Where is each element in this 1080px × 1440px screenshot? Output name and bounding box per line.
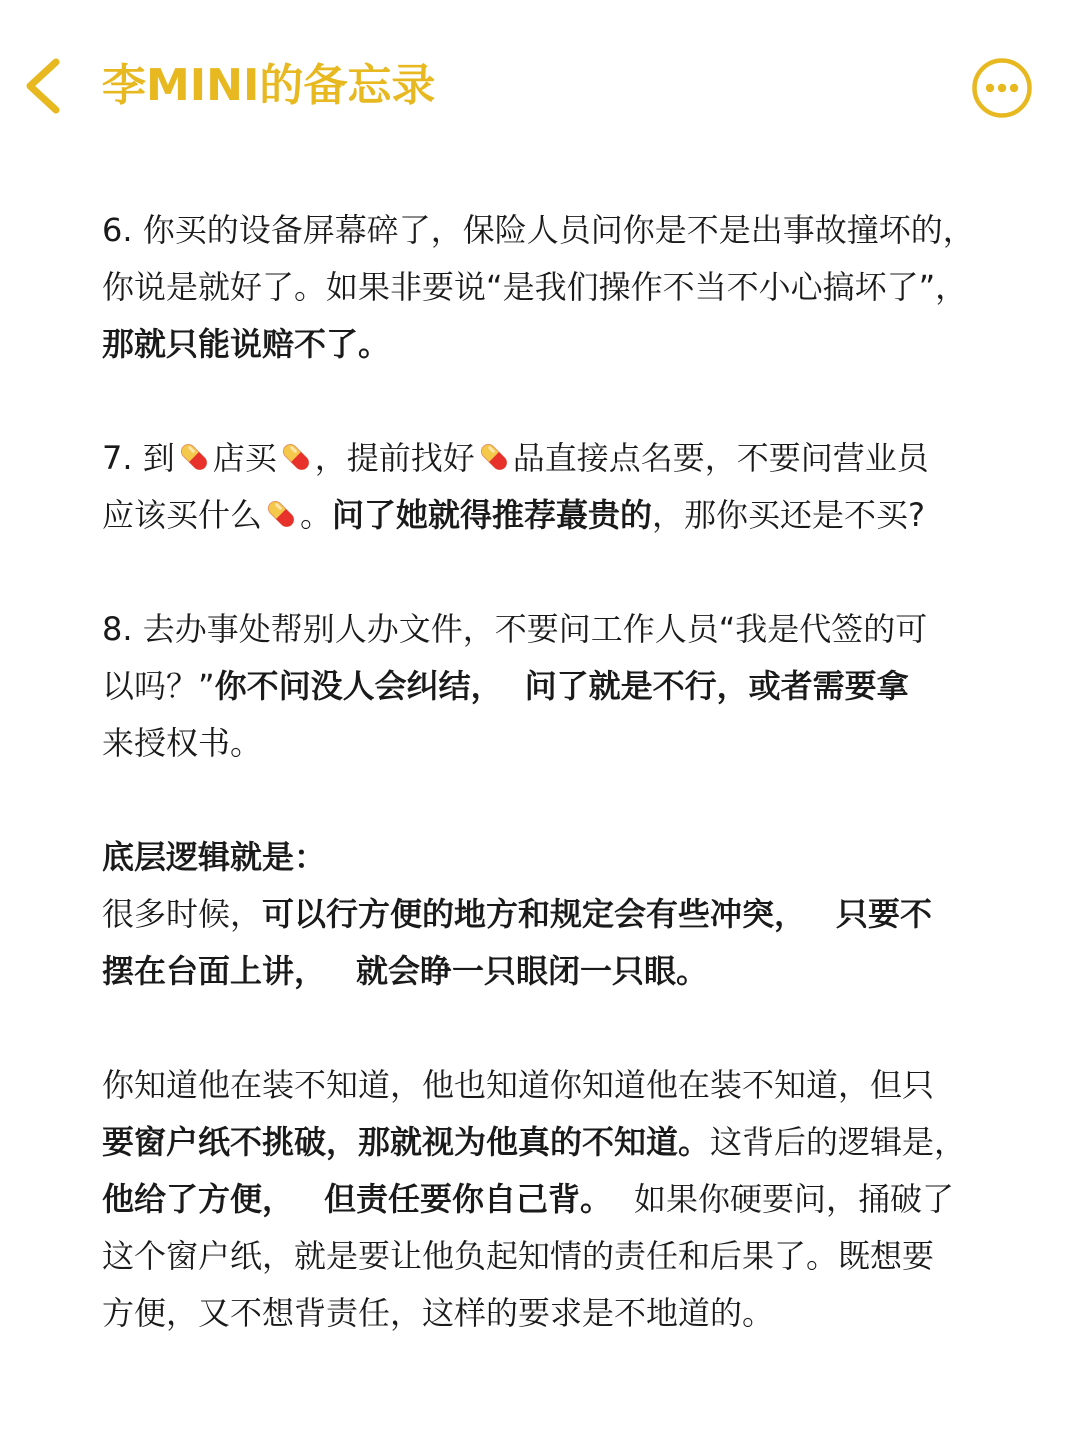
text-line: 6. 你买的设备屏幕碎了，保险人员问你是不是出事故撞坏的，: [102, 211, 975, 249]
text-span: 这背后的逻辑是，: [710, 1123, 967, 1161]
ellipsis-circle-icon: [970, 56, 1034, 120]
text-span-bold: 就会睁一只眼闭一只眼。: [356, 952, 709, 990]
text-line: [102, 487, 982, 544]
text-line: [102, 886, 982, 943]
text-span-bold: 你不问没人会纠结，: [214, 667, 503, 705]
text-span: 如果你硬要问，捅破了: [634, 1180, 955, 1218]
text-line: 来授权书。: [102, 724, 263, 762]
text-span: 以吗？”: [102, 667, 215, 705]
text-span: 品直接点名要，不要问营业员: [512, 439, 929, 477]
text-line: 你说是就好了。如果非要说“是我们操作不当不小心搞坏了”，: [102, 268, 968, 306]
logic-paragraph: [102, 829, 982, 1000]
section-heading: 底层逻辑就是：: [102, 838, 327, 876]
text-span: ，提前找好: [314, 439, 475, 477]
text-span: 7. 到: [102, 439, 175, 477]
page-title: 李MINI的备忘录: [102, 60, 436, 111]
text-span: 店买: [212, 439, 277, 477]
text-line-bold: 那就只能说赔不了。: [102, 325, 391, 363]
text-line: 你知道他在装不知道，他也知道你知道他在装不知道，但只: [102, 1066, 935, 1104]
text-span-bold: 问了她就得推荐蕞贵的: [332, 496, 653, 534]
pill-emoji-icon: [263, 496, 299, 532]
text-line: [102, 943, 982, 1000]
text-span: 很多时候，: [102, 895, 263, 933]
pill-emoji-icon: [278, 439, 314, 475]
text-line: [102, 1171, 982, 1228]
text-span: 。: [300, 496, 333, 534]
conclusion-paragraph: [102, 1057, 982, 1342]
text-line: [102, 430, 982, 487]
text-span-bold: 可以行方便的地方和规定会有些冲突，: [262, 895, 807, 933]
more-button[interactable]: [970, 56, 1034, 120]
text-span-bold: 但责任要你自己背。: [324, 1180, 613, 1218]
note-header: [0, 0, 1080, 175]
back-button[interactable]: [14, 50, 74, 122]
text-span-bold: 要窗户纸不挑破，那就视为他真的不知道。: [102, 1123, 711, 1161]
text-line: 方便，又不想背责任，这样的要求是不地道的。: [102, 1294, 775, 1332]
text-span-bold: 摆在台面上讲，: [102, 952, 327, 990]
pill-emoji-icon: [176, 439, 212, 475]
note-body: [102, 202, 982, 1399]
chevron-left-icon: [14, 50, 74, 122]
text-span-bold: 问了就是不行，或者需要拿: [524, 667, 909, 705]
text-line: [102, 1114, 982, 1171]
tip-7-paragraph: [102, 430, 982, 544]
text-line: [102, 658, 982, 715]
text-span-bold: 他给了方便，: [102, 1180, 295, 1218]
pill-emoji-icon: [476, 439, 512, 475]
tip-6-paragraph: [102, 202, 982, 373]
tip-8-paragraph: [102, 601, 982, 772]
text-span-bold: 只要不: [836, 895, 933, 933]
text-line: 8. 去办事处帮别人办文件，不要问工作人员“我是代签的可: [102, 610, 928, 648]
text-span: 应该买什么: [102, 496, 263, 534]
text-line: 这个窗户纸，就是要让他负起知情的责任和后果了。既想要: [102, 1237, 935, 1275]
text-span: ，那你买还是不买?: [652, 496, 926, 534]
